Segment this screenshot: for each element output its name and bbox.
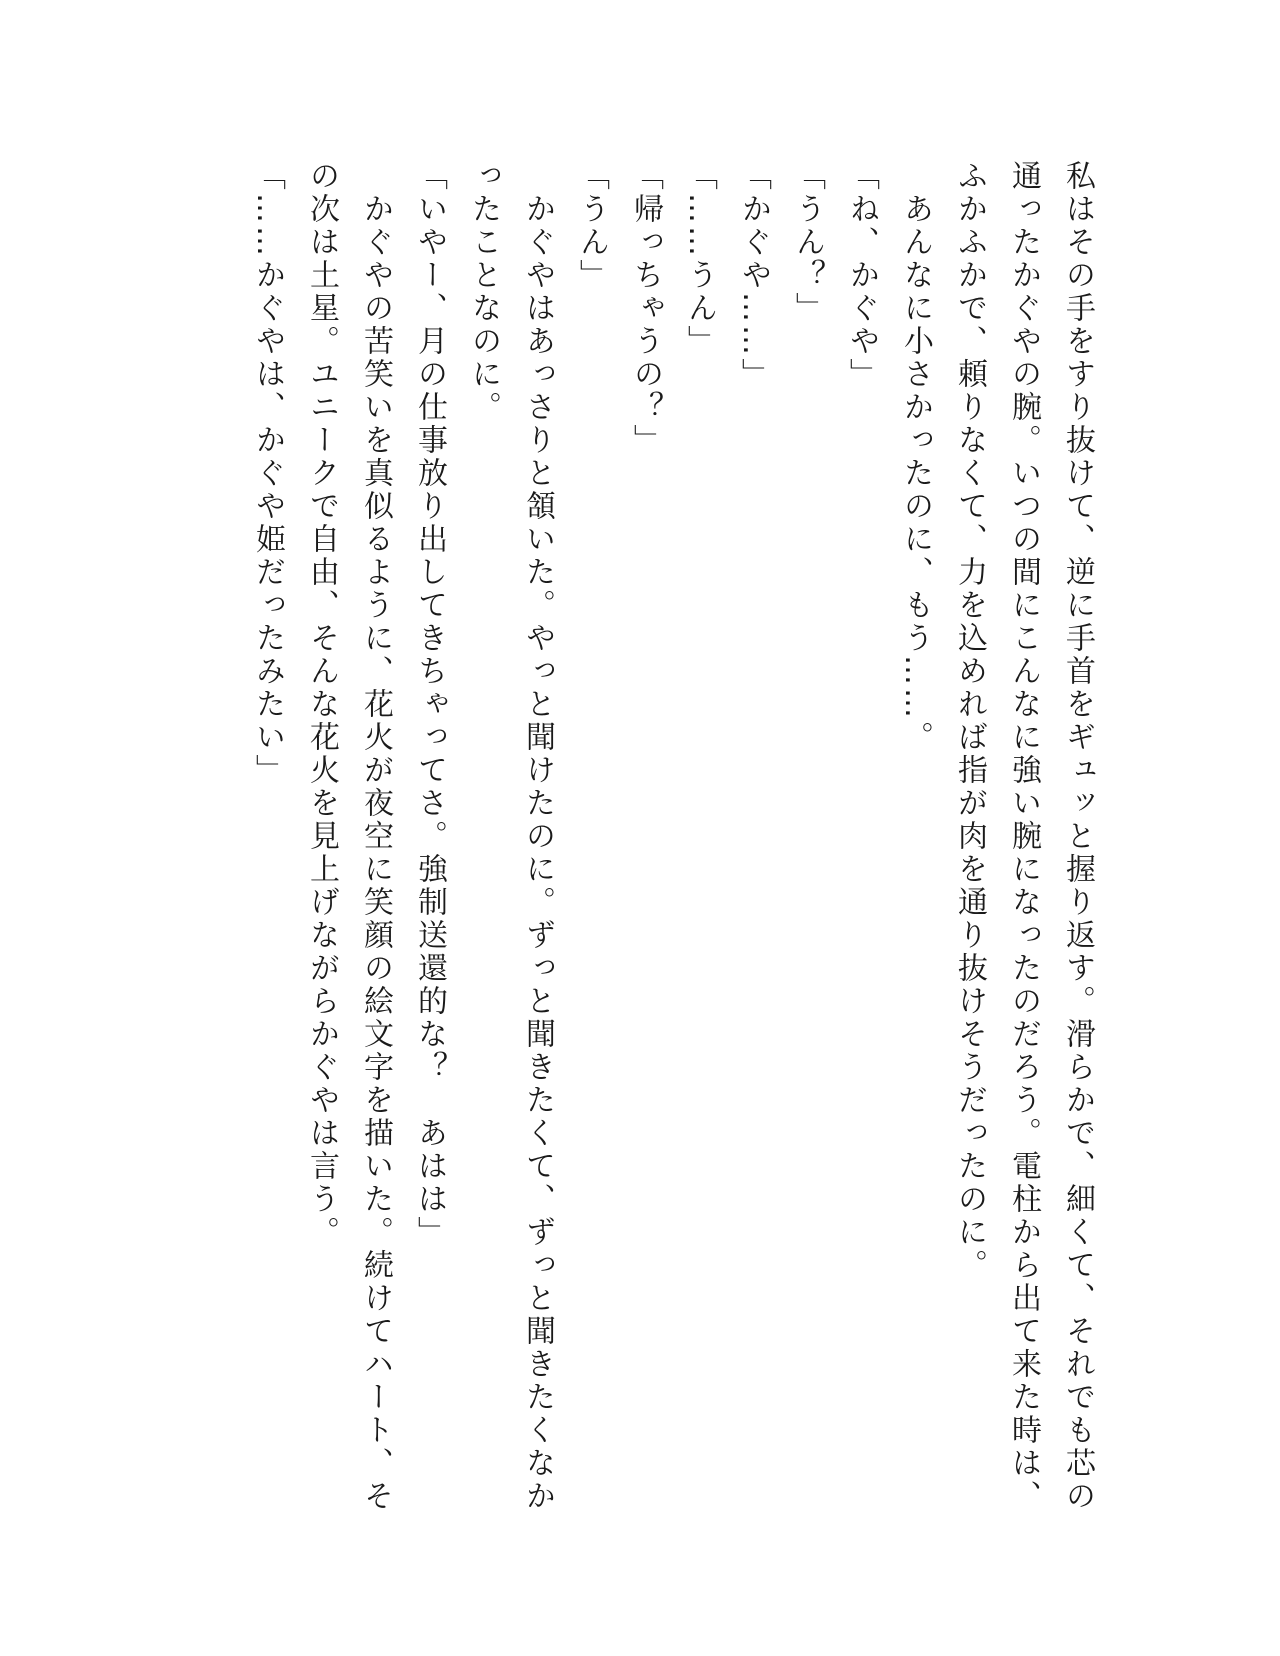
paragraph: 私はその手をすり抜けて、逆に手首をギュッと握り返す。滑らかで、細くて、それでも芯の通ったかぐやの腕。いつの間にこんなに強い腕になったのだろう。電柱から出て来た時は、ふかふかで、頼りなくて、力を込めれば指が肉を通り抜けそうだったのに。 [952,160,1095,1513]
paragraph: かぐやはあっさりと頷いた。やっと聞けたのに。ずっと聞きたくて、ずっと聞きたくなかったことなのに。 [466,160,555,1513]
paragraph: かぐやの苦笑いを真似るように、花火が夜空に笑顔の絵文字を描いた。続けてハート、その次は土星。ユニークで自由、そんな花火を見上げながらかぐやは言う。 [304,160,393,1513]
dialogue-line: 「……うん」 [682,160,717,358]
vertical-body-text [240,160,1104,1540]
dialogue-line: 「うん？」 [790,160,825,325]
dialogue-line: 「……かぐやは、かぐや姫だったみたい」 [250,160,285,787]
dialogue-line: 「帰っちゃうの？」 [628,160,663,457]
dialogue-line: 「ね、かぐや」 [844,160,879,391]
dialogue-line: 「うん」 [574,160,609,292]
dialogue-line: 「かぐや……」 [736,160,771,391]
dialogue-line: 「いやー、月の仕事放り出してきちゃってさ。強制送還的な？ あはは」 [412,160,447,1249]
paragraph: あんなに小さかったのに、もう……。 [898,160,933,754]
